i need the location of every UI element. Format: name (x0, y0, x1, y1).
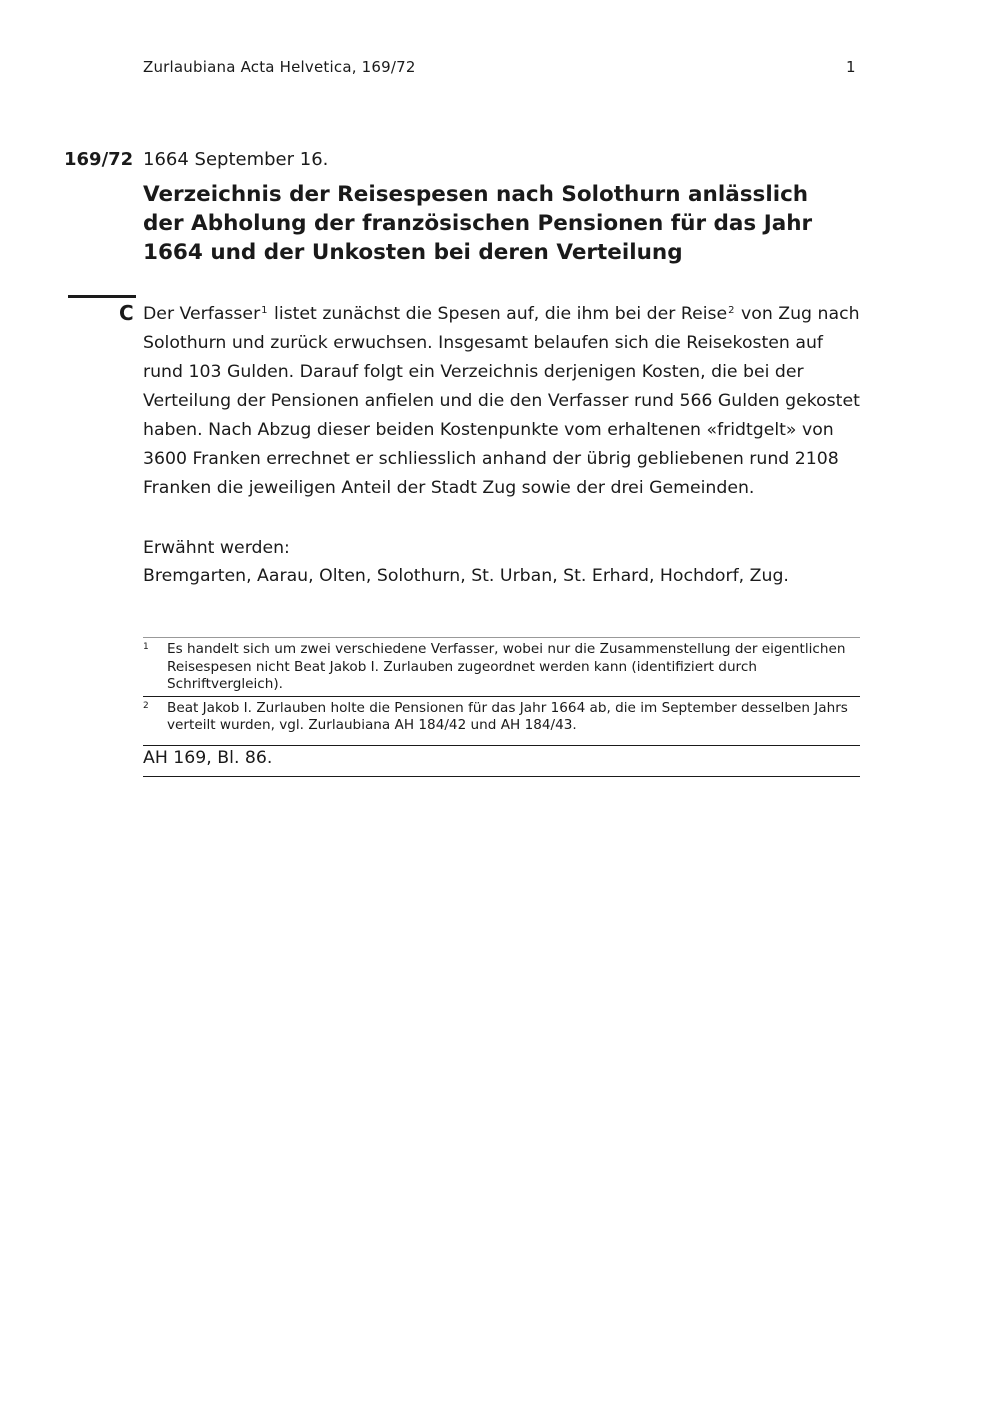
footnote-number: 2 (143, 700, 149, 711)
footnote-number: 1 (143, 642, 149, 652)
summary-paragraph (143, 300, 865, 503)
document-number: 169/72 (64, 149, 134, 170)
source-reference: AH 169, Bl. 86. (143, 748, 273, 768)
footnote-1 (143, 637, 860, 696)
page-number: 1 (846, 58, 856, 76)
footnote-text: Beat Jakob I. Zurlauben holte die Pensionen für das Jahr 1664 ab, die im September desselben Jahrs verteilt wurden, vgl. Zurlaubiana AH 184/42 und AH 184/43. (167, 699, 848, 733)
document-date: 1664 September 16. (143, 149, 329, 170)
source-divider-top (143, 745, 860, 746)
mentioned-places: Bremgarten, Aarau, Olten, Solothurn, St. Urban, St. Erhard, Hochdorf, Zug. (143, 566, 789, 586)
margin-mark: C (119, 301, 134, 325)
footnote-text: Es handelt sich um zwei verschiedene Verfasser, wobei nur die Zusammenstellung der eigentlichen Reisespesen nicht Beat Jakob I. Zurlauben zugeordnet werden kann (identifiziert durch Schriftvergleich). (167, 641, 846, 692)
footnote-ref-2[interactable]: 2 (728, 305, 735, 316)
source-divider-bottom (143, 776, 860, 777)
summary-text-2: listet zunächst die Spesen auf, die ihm bei der Reise (268, 304, 728, 324)
footnote-2 (143, 696, 860, 737)
footnotes (143, 637, 860, 737)
mentioned-label: Erwähnt werden: (143, 538, 290, 558)
running-title: Zurlaubiana Acta Helvetica, 169/72 (143, 58, 416, 76)
margin-rule (68, 295, 136, 298)
document-title: Verzeichnis der Reisespesen nach Solothurn anlässlich der Abholung der französischen Pensionen für das Jahr 1664 und der Unkosten bei deren Verteilung (143, 182, 813, 265)
summary-text-1: Der Verfasser (143, 304, 261, 324)
summary-text-3: von Zug nach Solothurn und zurück erwuchsen. Insgesamt belaufen sich die Reisekosten auf rund 103 Gulden. Darauf folgt ein Verzeichnis derjenigen Kosten, die bei der Verteilung der Pensionen anfielen und die den Verfasser rund 566 Gulden gekostet haben. Nach Abzug dieser beiden Kostenpunkte vom erhaltenen «fridtgelt» von 3600 Franken errechnet er schliesslich anhand der übrig gebliebenen rund 2108 Franken die jeweiligen Anteil der Stadt Zug sowie der drei Gemeinden. (143, 304, 860, 498)
footnote-ref-1[interactable]: 1 (261, 305, 268, 316)
